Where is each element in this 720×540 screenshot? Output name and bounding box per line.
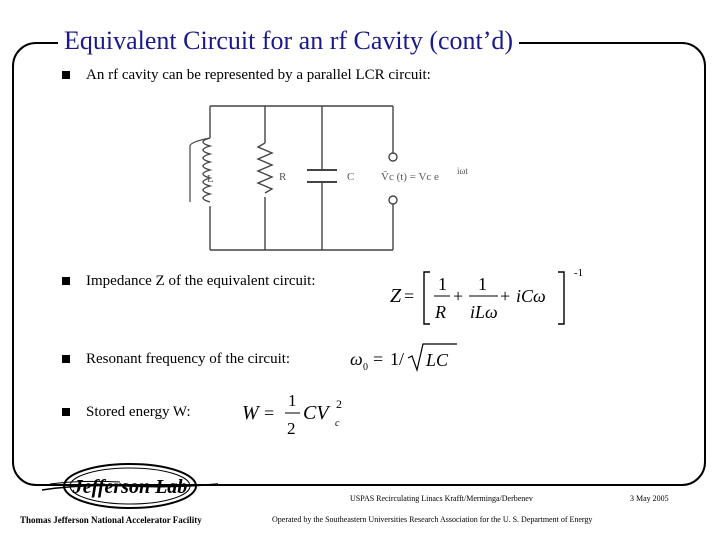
svg-text:0: 0 (363, 362, 368, 373)
resistor-zigzag (258, 143, 272, 193)
svg-text:2: 2 (287, 419, 296, 438)
formula-icw: iCω (516, 286, 546, 306)
jefferson-lab-logo (40, 460, 220, 516)
voltage-label: Ṽc (t) = Vc e (381, 171, 439, 183)
formula-z: Z (390, 285, 402, 307)
label-l: L (207, 173, 214, 185)
slide-title: Equivalent Circuit for an rf Cavity (cont’d) (58, 24, 519, 58)
svg-text:1/: 1/ (390, 349, 405, 369)
lcr-circuit-diagram (175, 98, 495, 258)
svg-text:c: c (335, 418, 340, 429)
formula-r: R (435, 302, 446, 322)
bullet-resonance (62, 350, 290, 368)
logo-text: Jefferson Lab (72, 476, 188, 498)
svg-text:LC: LC (426, 350, 449, 370)
svg-text:W: W (242, 402, 259, 424)
bullet-square-icon (62, 355, 70, 363)
formula-plus1: + (453, 286, 464, 306)
footer-course: USPAS Recirculating Linacs Krafft/Merminga/Derbenev (350, 494, 533, 503)
bullet-energy (62, 403, 191, 421)
label-c: C (347, 171, 355, 183)
formula-plus2: + (500, 286, 511, 306)
inductor-coil (190, 138, 210, 202)
bullet-square-icon (62, 71, 70, 79)
svg-text:1: 1 (288, 391, 297, 410)
impedance-formula (386, 264, 586, 330)
voltage-exponent: iωt (457, 166, 468, 176)
svg-text:CV: CV (303, 402, 329, 424)
bullet-square-icon (62, 277, 70, 285)
bullet-text: Impedance Z of the equivalent circuit: (86, 273, 316, 289)
svg-text:ω: ω (350, 349, 363, 369)
formula-one-b: 1 (478, 274, 487, 294)
svg-text:=: = (373, 349, 384, 369)
footer-facility: Thomas Jefferson National Accelerator Facility (20, 515, 202, 525)
formula-one: 1 (438, 274, 447, 294)
svg-text:=: = (264, 403, 275, 423)
bullet-square-icon (62, 408, 70, 416)
label-r: R (279, 171, 287, 183)
bullet-impedance (62, 272, 315, 290)
formula-exponent: -1 (574, 267, 584, 279)
footer-operator: Operated by the Southeastern Universities Research Association for the U. S. Department of Energy (272, 515, 593, 524)
footer-date: 3 May 2005 (630, 494, 669, 503)
bullet-text: Stored energy W: (86, 404, 191, 420)
terminal-bottom (389, 196, 397, 204)
resonance-formula (348, 342, 460, 374)
bullet-lcr (62, 66, 431, 84)
formula-ilw: iLω (470, 302, 498, 322)
svg-text:2: 2 (336, 397, 342, 411)
energy-formula (240, 386, 350, 442)
terminal-top (389, 153, 397, 161)
bullet-text: Resonant frequency of the circuit: (86, 351, 291, 367)
bullet-text: An rf cavity can be represented by a parallel LCR circuit: (86, 67, 431, 83)
formula-equals: = (404, 286, 415, 306)
